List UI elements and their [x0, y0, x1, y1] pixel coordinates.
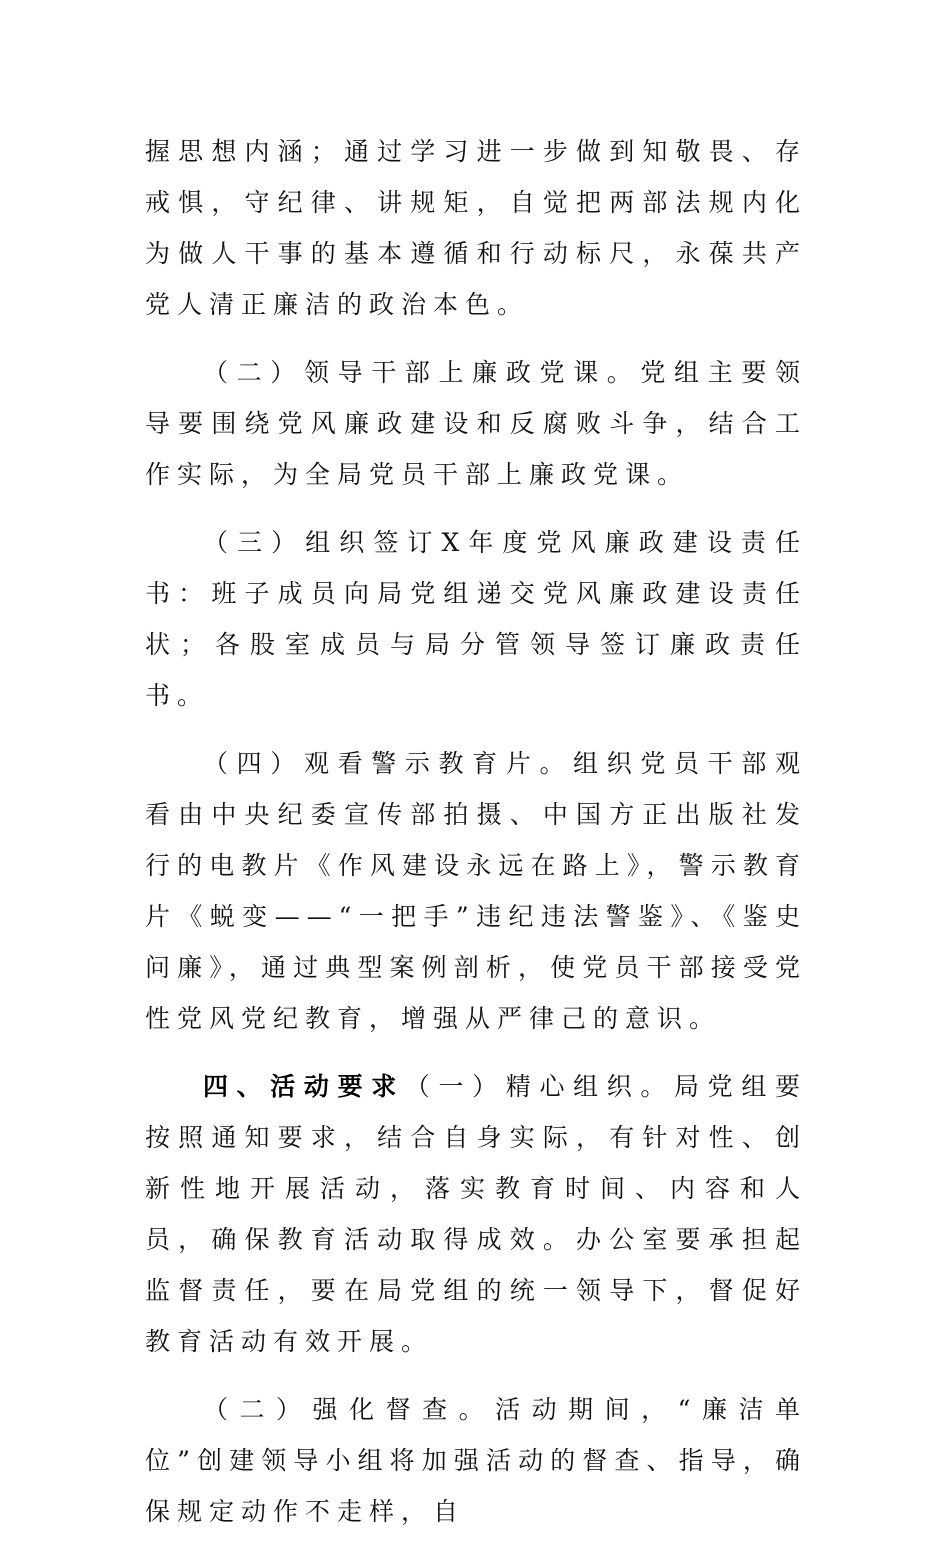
paragraph-item-3: （三）组织签订X年度党风廉政建设责任书：班子成员向局党组递交党风廉政建设责任状；各股室成员与局分管领导签订廉政责任书。 [145, 528, 807, 710]
paragraph-section-4 [145, 1061, 807, 1367]
paragraph-item-2: （二）领导干部上廉政党课。党组主要领导要围绕党风廉政建设和反腐败斗争，结合工作实际，为全局党员干部上廉政党课。 [145, 358, 807, 489]
section-text: （一）精心组织。局党组要按照通知要求，结合自身实际，有针对性、创新性地开展活动，落实教育时间、内容和人员，确保教育活动取得成效。办公室要承担起监督责任，要在局党组的统一领导下，督促好教育活动有效开展。 [145, 1072, 807, 1356]
document-body [145, 126, 807, 1554]
paragraph-continuation: 握思想内涵；通过学习进一步做到知敬畏、存戒惧，守纪律、讲规矩，自觉把两部法规内化为做人干事的基本遵循和行动标尺，永葆共产党人清正廉洁的政治本色。 [145, 137, 807, 319]
section-heading: 四、活动要求 [203, 1072, 405, 1101]
paragraph-item-supervision: （二）强化督查。活动期间，“廉洁单位”创建领导小组将加强活动的督查、指导，确保规定动作不走样，自 [145, 1395, 807, 1526]
paragraph-item-4: （四）观看警示教育片。组织党员干部观看由中央纪委宣传部拍摄、中国方正出版社发行的电教片《作风建设永远在路上》，警示教育片《蜕变——“一把手”违纪违法警鉴》、《鉴史问廉》，通过典型案例剖析，使党员干部接受党性党风党纪教育，增强从严律己的意识。 [145, 749, 807, 1033]
